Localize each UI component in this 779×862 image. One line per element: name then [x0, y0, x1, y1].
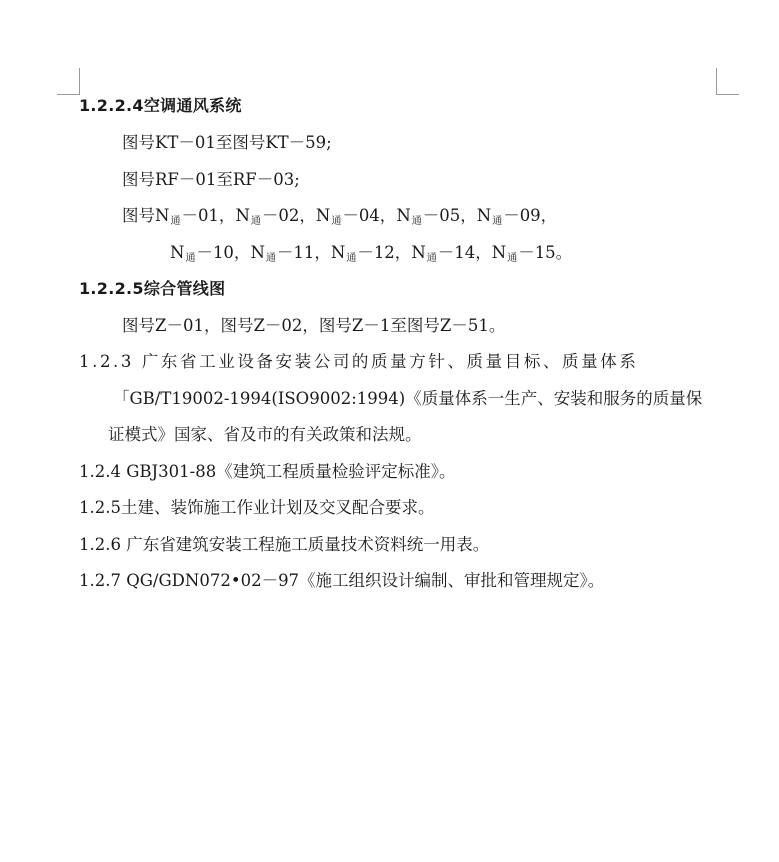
n-item: N通－10， [170, 243, 251, 264]
item-1-2-3-line-1: 1.2.3 广东省工业设备安装公司的质量方针、质量目标、质量体系 [79, 352, 639, 371]
n-item: N通－14， [411, 243, 492, 264]
drawing-list-n-line-2 [170, 243, 572, 266]
page-corner-mark-top-right [716, 68, 739, 95]
page-corner-mark-top-left [57, 68, 80, 95]
n-item: N通－12， [330, 243, 412, 264]
section-heading-1-2-2-5: 1.2.2.5综合管线图 [79, 279, 226, 298]
drawing-range-z: 图号Z－01，图号Z－02，图号Z－1至图号Z－51。 [122, 316, 506, 335]
drawing-list-n-line-1 [122, 206, 557, 229]
item-1-2-5: 1.2.5土建、装饰施工作业计划及交叉配合要求。 [79, 498, 435, 517]
n-item: N通－01， [155, 206, 236, 227]
section-heading-1-2-2-4: 1.2.2.4空调通风系统 [79, 96, 242, 115]
drawing-range-rf: 图号RF－01至RF－03; [122, 170, 300, 189]
n-item: N通－15。 [491, 243, 573, 264]
n-item: N通－09， [476, 206, 558, 227]
n-item: N通－02， [235, 206, 316, 227]
drawing-range-kt: 图号KT－01至图号KT－59; [122, 133, 332, 152]
item-1-2-7: 1.2.7 QG/GDN072•02－97《施工组织设计编制、审批和管理规定》。 [79, 571, 605, 590]
n-item: N通－05， [396, 206, 477, 227]
item-1-2-4: 1.2.4 GBJ301-88《建筑工程质量检验评定标准》。 [79, 462, 456, 481]
item-1-2-3-line-3: 证模式》国家、省及市的有关政策和法规。 [108, 425, 422, 444]
item-1-2-3-line-2: 「GB/T19002-1994(ISO9002:1994)《质量体系一生产、安装和服务的质量保 [113, 389, 703, 408]
n-item: N通－04， [315, 206, 397, 227]
n-line-prefix: 图号 [122, 206, 155, 225]
item-1-2-6: 1.2.6 广东省建筑安装工程施工质量技术资料统一用表。 [79, 535, 490, 554]
n-item: N通－11， [250, 243, 331, 264]
